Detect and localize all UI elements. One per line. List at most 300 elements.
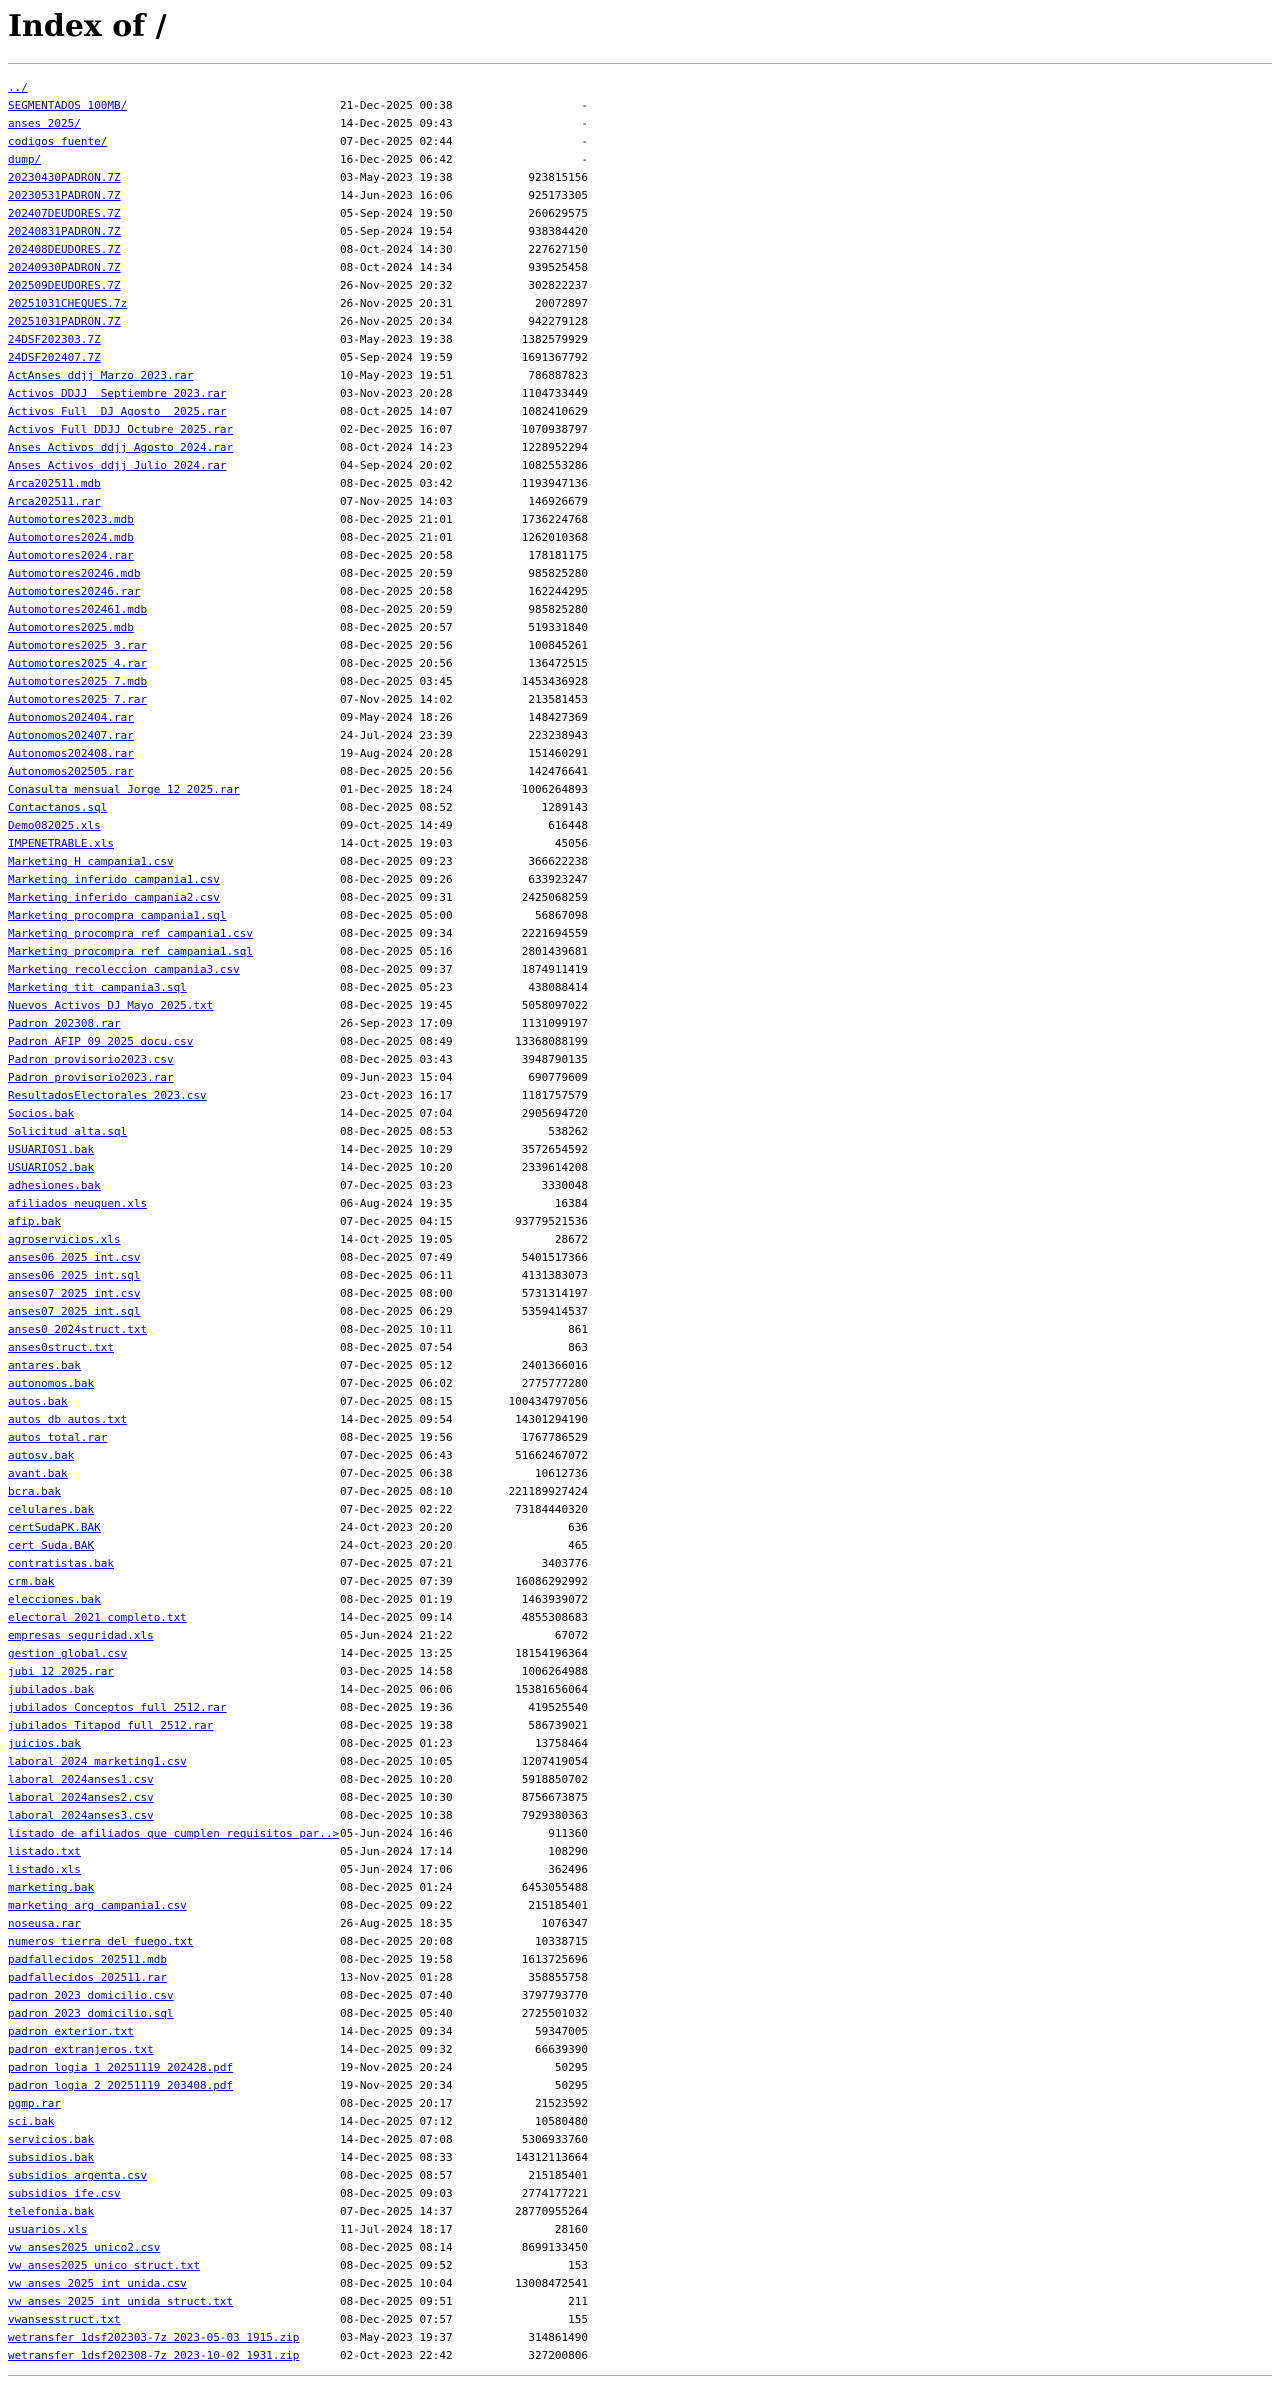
page-title: Index of / — [8, 9, 167, 44]
file-row — [8, 961, 1272, 979]
file-link[interactable]: Activos Full DDJJ Octubre 2025.rar — [8, 423, 234, 436]
file-row — [8, 1087, 1272, 1105]
file-row — [8, 115, 1272, 133]
file-link[interactable]: Padron provisorio2023.csv — [8, 1053, 174, 1066]
file-row — [8, 853, 1272, 871]
file-link[interactable]: dump/ — [8, 153, 42, 166]
file-row — [8, 349, 1272, 367]
file-size: 1082553286 — [521, 459, 588, 472]
file-link[interactable]: Padron 202308.rar — [8, 1017, 121, 1030]
modified-date: 08-Dec-2025 20:56 — [340, 657, 453, 670]
file-row — [8, 1411, 1272, 1429]
file-row — [8, 2311, 1272, 2329]
file-link[interactable]: subsidios argenta.csv — [8, 2169, 148, 2182]
file-row — [8, 475, 1272, 493]
modified-date: 01-Dec-2025 18:24 — [340, 783, 453, 796]
file-size: 1736224768 — [521, 513, 588, 526]
file-link[interactable]: Autonomos202407.rar — [8, 729, 134, 742]
file-row — [8, 2131, 1272, 2149]
file-link[interactable]: antares.bak — [8, 1359, 81, 1372]
file-size: 1228952294 — [521, 441, 588, 454]
file-link[interactable]: marketing arg campania1.csv — [8, 1899, 187, 1912]
modified-date: 14-Dec-2025 09:34 — [340, 2025, 453, 2038]
file-link[interactable]: padron logia 2 20251119 203408.pdf — [8, 2079, 234, 2092]
file-row — [8, 2113, 1272, 2131]
file-row — [8, 619, 1272, 637]
file-link[interactable]: codigos fuente/ — [8, 135, 108, 148]
file-size: 3403776 — [541, 1557, 588, 1570]
file-size: 227627150 — [528, 243, 588, 256]
file-link[interactable]: 20240930PADRON.7Z — [8, 261, 121, 274]
modified-date: 08-Dec-2025 19:58 — [340, 1953, 453, 1966]
file-link[interactable]: listado de afiliados que cumplen requisitos par..> — [8, 1827, 340, 1840]
modified-date: 08-Dec-2025 06:11 — [340, 1269, 453, 1282]
file-row — [8, 1321, 1272, 1339]
file-link[interactable]: crm.bak — [8, 1575, 55, 1588]
file-link[interactable]: 24DSF202407.7Z — [8, 351, 101, 364]
file-row — [8, 1573, 1272, 1591]
file-link[interactable]: anses07 2025 int.csv — [8, 1287, 141, 1300]
file-link[interactable]: Automotores2025 7.rar — [8, 693, 148, 706]
modified-date: 08-Dec-2025 01:19 — [340, 1593, 453, 1606]
modified-date: 08-Dec-2025 10:11 — [340, 1323, 453, 1336]
file-row — [8, 907, 1272, 925]
modified-date: 08-Dec-2025 09:51 — [340, 2295, 453, 2308]
modified-date: 08-Dec-2025 20:59 — [340, 603, 453, 616]
divider-bottom — [8, 2375, 1272, 2376]
modified-date: 08-Dec-2025 07:40 — [340, 1989, 453, 2002]
file-link[interactable]: noseusa.rar — [8, 1917, 81, 1930]
file-size: 45056 — [554, 837, 588, 850]
file-size: 50295 — [554, 2061, 588, 2074]
file-link[interactable]: sci.bak — [8, 2115, 55, 2128]
file-link[interactable]: Automotores202461.mdb — [8, 603, 148, 616]
file-row — [8, 1753, 1272, 1771]
file-row — [8, 727, 1272, 745]
file-link[interactable]: Marketing H campania1.csv — [8, 855, 174, 868]
file-size: 56867098 — [535, 909, 588, 922]
file-link[interactable]: anses06 2025 int.sql — [8, 1269, 141, 1282]
file-link[interactable]: Marketing inferido campania2.csv — [8, 891, 220, 904]
file-size: 51662467072 — [515, 1449, 588, 1462]
file-link[interactable]: adhesiones.bak — [8, 1179, 101, 1192]
file-row — [8, 835, 1272, 853]
file-row — [8, 763, 1272, 781]
modified-date: 19-Nov-2025 20:24 — [340, 2061, 453, 2074]
file-link[interactable]: cert Suda.BAK — [8, 1539, 95, 1552]
file-link[interactable]: Marketing inferido campania1.csv — [8, 873, 220, 886]
modified-date: 14-Dec-2025 13:25 — [340, 1647, 453, 1660]
file-listing — [8, 79, 1272, 2365]
file-row — [8, 1285, 1272, 1303]
file-link[interactable]: Autonomos202408.rar — [8, 747, 134, 760]
file-row — [8, 367, 1272, 385]
file-link[interactable]: Automotores20246.mdb — [8, 567, 141, 580]
modified-date: 08-Dec-2025 08:49 — [340, 1035, 453, 1048]
file-link[interactable]: contratistas.bak — [8, 1557, 114, 1570]
file-link[interactable]: telefonia.bak — [8, 2205, 95, 2218]
file-size: 1767786529 — [521, 1431, 588, 1444]
file-link[interactable]: 20251031CHEQUES.7z — [8, 297, 128, 310]
file-row — [8, 1771, 1272, 1789]
file-link[interactable]: 202408DEUDORES.7Z — [8, 243, 121, 256]
file-link[interactable]: Arca202511.rar — [8, 495, 101, 508]
file-link[interactable]: Activos DDJJ Septiembre 2023.rar — [8, 387, 227, 400]
modified-date: 03-May-2023 19:38 — [340, 171, 453, 184]
file-link[interactable]: jubilados Titapod full 2512.rar — [8, 1719, 214, 1732]
modified-date: 08-Dec-2025 07:49 — [340, 1251, 453, 1264]
file-size: 2774177221 — [521, 2187, 588, 2200]
file-link[interactable]: elecciones.bak — [8, 1593, 101, 1606]
file-row — [8, 889, 1272, 907]
file-link[interactable]: Contactanos.sql — [8, 801, 108, 814]
modified-date: 07-Dec-2025 06:38 — [340, 1467, 453, 1480]
file-link[interactable]: Automotores2024.rar — [8, 549, 134, 562]
file-link[interactable]: numeros tierra del fuego.txt — [8, 1935, 194, 1948]
file-link[interactable]: Arca202511.mdb — [8, 477, 101, 490]
file-link[interactable]: SEGMENTADOS 100MB/ — [8, 99, 128, 112]
file-link[interactable]: Marketing procompra ref campania1.sql — [8, 945, 254, 958]
file-row — [8, 331, 1272, 349]
file-row — [8, 421, 1272, 439]
file-size: 911360 — [548, 1827, 588, 1840]
file-size: 10612736 — [535, 1467, 588, 1480]
file-size: 1181757579 — [521, 1089, 588, 1102]
file-link[interactable]: afip.bak — [8, 1215, 61, 1228]
file-row — [8, 1681, 1272, 1699]
modified-date: 08-Oct-2025 14:07 — [340, 405, 453, 418]
file-size: 419525540 — [528, 1701, 588, 1714]
modified-date: 08-Dec-2025 05:00 — [340, 909, 453, 922]
file-link[interactable]: avant.bak — [8, 1467, 68, 1480]
modified-date: 05-Jun-2024 16:46 — [340, 1827, 453, 1840]
file-link[interactable]: 202407DEUDORES.7Z — [8, 207, 121, 220]
file-link[interactable]: vw anses2025 unico2.csv — [8, 2241, 161, 2254]
file-size: 1193947136 — [521, 477, 588, 490]
modified-date: 08-Dec-2025 09:23 — [340, 855, 453, 868]
file-link[interactable]: anses 2025/ — [8, 117, 81, 130]
file-link[interactable]: agroservicios.xls — [8, 1233, 121, 1246]
file-link[interactable]: Marketing procompra ref campania1.csv — [8, 927, 254, 940]
file-size: 21523592 — [535, 2097, 588, 2110]
file-row — [8, 1249, 1272, 1267]
file-row — [8, 1717, 1272, 1735]
file-size: 861 — [568, 1323, 588, 1336]
modified-date: 08-Dec-2025 20:08 — [340, 1935, 453, 1948]
file-link[interactable]: Conasulta mensual Jorge 12 2025.rar — [8, 783, 240, 796]
file-size: 465 — [568, 1539, 588, 1552]
file-link[interactable]: Activos Full DJ Agosto 2025.rar — [8, 405, 227, 418]
file-link[interactable]: laboral 2024anses1.csv — [8, 1773, 154, 1786]
file-row — [8, 637, 1272, 655]
file-link[interactable]: jubilados Conceptos full 2512.rar — [8, 1701, 227, 1714]
file-row — [8, 781, 1272, 799]
modified-date: 21-Dec-2025 00:38 — [340, 99, 453, 112]
file-row — [8, 1609, 1272, 1627]
file-link[interactable]: Socios.bak — [8, 1107, 75, 1120]
modified-date: 14-Dec-2025 09:14 — [340, 1611, 453, 1624]
file-link[interactable]: laboral 2024anses3.csv — [8, 1809, 154, 1822]
file-row — [8, 1591, 1272, 1609]
file-link[interactable]: empresas seguridad.xls — [8, 1629, 154, 1642]
file-link[interactable]: 20240831PADRON.7Z — [8, 225, 121, 238]
file-link[interactable]: 24DSF202303.7Z — [8, 333, 101, 346]
file-row — [8, 1105, 1272, 1123]
file-row — [8, 1303, 1272, 1321]
file-size: - — [581, 99, 588, 112]
file-size: 28770955264 — [515, 2205, 588, 2218]
file-row — [8, 2167, 1272, 2185]
file-link[interactable]: 202509DEUDORES.7Z — [8, 279, 121, 292]
file-link[interactable]: Marketing procompra campania1.sql — [8, 909, 227, 922]
modified-date: 08-Dec-2025 20:58 — [340, 585, 453, 598]
modified-date: 08-Dec-2025 03:43 — [340, 1053, 453, 1066]
file-link[interactable]: vw anses 2025 int unida struct.txt — [8, 2295, 234, 2308]
file-row — [8, 2293, 1272, 2311]
modified-date: 07-Nov-2025 14:03 — [340, 495, 453, 508]
modified-date: 08-Dec-2025 19:56 — [340, 1431, 453, 1444]
file-link[interactable]: Automotores2025.mdb — [8, 621, 134, 634]
file-link[interactable]: padron logia 1 20251119 202428.pdf — [8, 2061, 234, 2074]
file-link[interactable]: servicios.bak — [8, 2133, 95, 2146]
file-link[interactable]: anses06 2025 int.csv — [8, 1251, 141, 1264]
file-size: 4131383073 — [521, 1269, 588, 1282]
file-size: 939525458 — [528, 261, 588, 274]
modified-date: 08-Dec-2025 21:01 — [340, 531, 453, 544]
file-size: 314861490 — [528, 2331, 588, 2344]
file-row — [8, 1645, 1272, 1663]
file-link[interactable]: bcra.bak — [8, 1485, 61, 1498]
file-size: 5918850702 — [521, 1773, 588, 1786]
file-link[interactable]: electoral 2021 completo.txt — [8, 1611, 187, 1624]
file-row — [8, 1447, 1272, 1465]
file-link[interactable]: ActAnses ddjj Marzo 2023.rar — [8, 369, 194, 382]
file-link[interactable]: laboral 2024anses2.csv — [8, 1791, 154, 1804]
file-row — [8, 2077, 1272, 2095]
file-link[interactable]: Automotores2024.mdb — [8, 531, 134, 544]
file-size: 13758464 — [535, 1737, 588, 1750]
file-size: 6453055488 — [521, 1881, 588, 1894]
file-link[interactable]: Autonomos202505.rar — [8, 765, 134, 778]
file-link[interactable]: listado.xls — [8, 1863, 81, 1876]
file-link[interactable]: padfallecidos 202511.mdb — [8, 1953, 167, 1966]
file-row — [8, 925, 1272, 943]
file-link[interactable]: ResultadosElectorales 2023.csv — [8, 1089, 207, 1102]
file-link[interactable]: USUARIOS1.bak — [8, 1143, 95, 1156]
file-size: 7929380363 — [521, 1809, 588, 1822]
file-link[interactable]: celulares.bak — [8, 1503, 95, 1516]
file-size: 100434797056 — [508, 1395, 588, 1408]
file-link[interactable]: autos.bak — [8, 1395, 68, 1408]
file-link[interactable]: 20251031PADRON.7Z — [8, 315, 121, 328]
file-link[interactable]: Automotores2025 3.rar — [8, 639, 148, 652]
modified-date: 24-Jul-2024 23:39 — [340, 729, 453, 742]
modified-date: 08-Dec-2025 20:57 — [340, 621, 453, 634]
file-size: 538262 — [548, 1125, 588, 1138]
file-row — [8, 187, 1272, 205]
file-size: 153 — [568, 2259, 588, 2272]
file-link[interactable]: USUARIOS2.bak — [8, 1161, 95, 1174]
file-row — [8, 313, 1272, 331]
modified-date: 08-Dec-2025 20:56 — [340, 765, 453, 778]
file-size: 50295 — [554, 2079, 588, 2092]
file-size: 66639390 — [535, 2043, 588, 2056]
file-size: 15381656064 — [515, 1683, 588, 1696]
file-size: 59347005 — [535, 2025, 588, 2038]
file-link[interactable]: jubilados.bak — [8, 1683, 95, 1696]
file-size: 1131099197 — [521, 1017, 588, 1030]
file-row — [8, 151, 1272, 169]
file-size: 151460291 — [528, 747, 588, 760]
file-link[interactable]: jubi 12 2025.rar — [8, 1665, 114, 1678]
modified-date: 03-May-2023 19:38 — [340, 333, 453, 346]
file-link[interactable]: Automotores20246.rar — [8, 585, 141, 598]
parent-directory-link[interactable]: ../ — [8, 81, 28, 94]
modified-date: 06-Aug-2024 19:35 — [340, 1197, 453, 1210]
modified-date: 14-Dec-2025 09:43 — [340, 117, 453, 130]
file-link[interactable]: Solicitud alta.sql — [8, 1125, 128, 1138]
file-link[interactable]: padron exterior.txt — [8, 2025, 134, 2038]
file-link[interactable]: autosv.bak — [8, 1449, 75, 1462]
file-link[interactable]: usuarios.xls — [8, 2223, 88, 2236]
file-size: 2221694559 — [521, 927, 588, 940]
file-link[interactable]: listado.txt — [8, 1845, 81, 1858]
file-size: 1082410629 — [521, 405, 588, 418]
file-size: 14312113664 — [515, 2151, 588, 2164]
file-row — [8, 601, 1272, 619]
file-row — [8, 1483, 1272, 1501]
file-row — [8, 1825, 1272, 1843]
file-row — [8, 385, 1272, 403]
file-link[interactable]: Marketing recoleccion campania3.csv — [8, 963, 240, 976]
file-size: 16086292992 — [515, 1575, 588, 1588]
file-size: - — [581, 153, 588, 166]
file-link[interactable]: autonomos.bak — [8, 1377, 95, 1390]
modified-date: 08-Oct-2024 14:23 — [340, 441, 453, 454]
modified-date: 08-Dec-2025 08:52 — [340, 801, 453, 814]
file-link[interactable]: Automotores2025 7.mdb — [8, 675, 148, 688]
file-size: 3948790135 — [521, 1053, 588, 1066]
file-link[interactable]: 20230430PADRON.7Z — [8, 171, 121, 184]
file-row — [8, 1015, 1272, 1033]
file-size: 215185401 — [528, 2169, 588, 2182]
file-row — [8, 1969, 1272, 1987]
file-row — [8, 2203, 1272, 2221]
file-row — [8, 655, 1272, 673]
file-row — [8, 2275, 1272, 2293]
file-row — [8, 1069, 1272, 1087]
file-link[interactable]: certSudaPK.BAK — [8, 1521, 101, 1534]
modified-date: 07-Dec-2025 14:37 — [340, 2205, 453, 2218]
modified-date: 14-Dec-2025 08:33 — [340, 2151, 453, 2164]
modified-date: 08-Dec-2025 07:54 — [340, 1341, 453, 1354]
file-link[interactable]: Anses Activos ddjj Agosto 2024.rar — [8, 441, 234, 454]
file-size: 1104733449 — [521, 387, 588, 400]
file-size: 8756673875 — [521, 1791, 588, 1804]
file-row — [8, 2059, 1272, 2077]
file-link[interactable]: padron 2023 domicilio.csv — [8, 1989, 174, 2002]
file-row — [8, 2239, 1272, 2257]
file-link[interactable]: anses0struct.txt — [8, 1341, 114, 1354]
file-link[interactable]: padron extranjeros.txt — [8, 2043, 154, 2056]
modified-date: 08-Dec-2025 10:05 — [340, 1755, 453, 1768]
file-link[interactable]: wetransfer 1dsf202303-7z 2023-05-03 1915.zip — [8, 2331, 300, 2344]
file-row — [8, 1177, 1272, 1195]
file-link[interactable]: afiliados neuquen.xls — [8, 1197, 148, 1210]
file-link[interactable]: vw anses 2025 int unida.csv — [8, 2277, 187, 2290]
file-link[interactable]: juicios.bak — [8, 1737, 81, 1750]
file-link[interactable]: Autonomos202404.rar — [8, 711, 134, 724]
file-link[interactable]: vwansesstruct.txt — [8, 2313, 121, 2326]
file-link[interactable]: anses07 2025 int.sql — [8, 1305, 141, 1318]
modified-date: 08-Dec-2025 08:57 — [340, 2169, 453, 2182]
parent-directory-row — [8, 79, 1272, 97]
file-row — [8, 979, 1272, 997]
file-row — [8, 1699, 1272, 1717]
file-link[interactable]: Padron AFIP 09 2025 docu.csv — [8, 1035, 194, 1048]
file-size: 18154196364 — [515, 1647, 588, 1660]
file-size: 586739021 — [528, 1719, 588, 1732]
file-link[interactable]: laboral 2024 marketing1.csv — [8, 1755, 187, 1768]
file-size: 327200806 — [528, 2349, 588, 2362]
modified-date: 08-Dec-2025 09:31 — [340, 891, 453, 904]
file-row — [8, 1735, 1272, 1753]
file-size: 1463939072 — [521, 1593, 588, 1606]
file-size: 366622238 — [528, 855, 588, 868]
file-link[interactable]: pgmp.rar — [8, 2097, 61, 2110]
file-link[interactable]: autos total.rar — [8, 1431, 108, 1444]
file-row — [8, 817, 1272, 835]
file-link[interactable]: padron 2023 domicilio.sql — [8, 2007, 174, 2020]
file-link[interactable]: Automotores2025 4.rar — [8, 657, 148, 670]
file-link[interactable]: wetransfer 1dsf202308-7z 2023-10-02 1931.zip — [8, 2349, 300, 2362]
file-link[interactable]: Padron provisorio2023.rar — [8, 1071, 174, 1084]
file-link[interactable]: Anses Activos ddjj Julio 2024.rar — [8, 459, 227, 472]
modified-date: 14-Oct-2025 19:03 — [340, 837, 453, 850]
modified-date: 05-Sep-2024 19:59 — [340, 351, 453, 364]
file-row — [8, 709, 1272, 727]
file-link[interactable]: autos db autos.txt — [8, 1413, 128, 1426]
file-link[interactable]: marketing.bak — [8, 1881, 95, 1894]
modified-date: 08-Dec-2025 09:37 — [340, 963, 453, 976]
file-link[interactable]: Nuevos Activos DJ Mayo 2025.txt — [8, 999, 214, 1012]
file-link[interactable]: subsidios ife.csv — [8, 2187, 121, 2200]
file-row — [8, 745, 1272, 763]
file-row — [8, 565, 1272, 583]
file-link[interactable]: IMPENETRABLE.xls — [8, 837, 114, 850]
file-size: 1289143 — [541, 801, 588, 814]
file-link[interactable]: padfallecidos 202511.rar — [8, 1971, 167, 1984]
file-size: 1262010368 — [521, 531, 588, 544]
modified-date: 07-Dec-2025 07:39 — [340, 1575, 453, 1588]
file-size: 211 — [568, 2295, 588, 2308]
modified-date: 08-Dec-2025 06:29 — [340, 1305, 453, 1318]
file-link[interactable]: Marketing tit campania3.sql — [8, 981, 187, 994]
modified-date: 07-Nov-2025 14:02 — [340, 693, 453, 706]
file-size: 2801439681 — [521, 945, 588, 958]
modified-date: 08-Dec-2025 10:30 — [340, 1791, 453, 1804]
file-link[interactable]: anses0 2024struct.txt — [8, 1323, 148, 1336]
file-link[interactable]: vw anses2025 unico struct.txt — [8, 2259, 201, 2272]
file-link[interactable]: subsidios.bak — [8, 2151, 95, 2164]
modified-date: 23-Oct-2023 16:17 — [340, 1089, 453, 1102]
file-link[interactable]: Automotores2023.mdb — [8, 513, 134, 526]
file-link[interactable]: gestion global.csv — [8, 1647, 128, 1660]
file-row — [8, 1861, 1272, 1879]
file-link[interactable]: 20230531PADRON.7Z — [8, 189, 121, 202]
file-size: 108290 — [548, 1845, 588, 1858]
file-link[interactable]: Demo082025.xls — [8, 819, 101, 832]
